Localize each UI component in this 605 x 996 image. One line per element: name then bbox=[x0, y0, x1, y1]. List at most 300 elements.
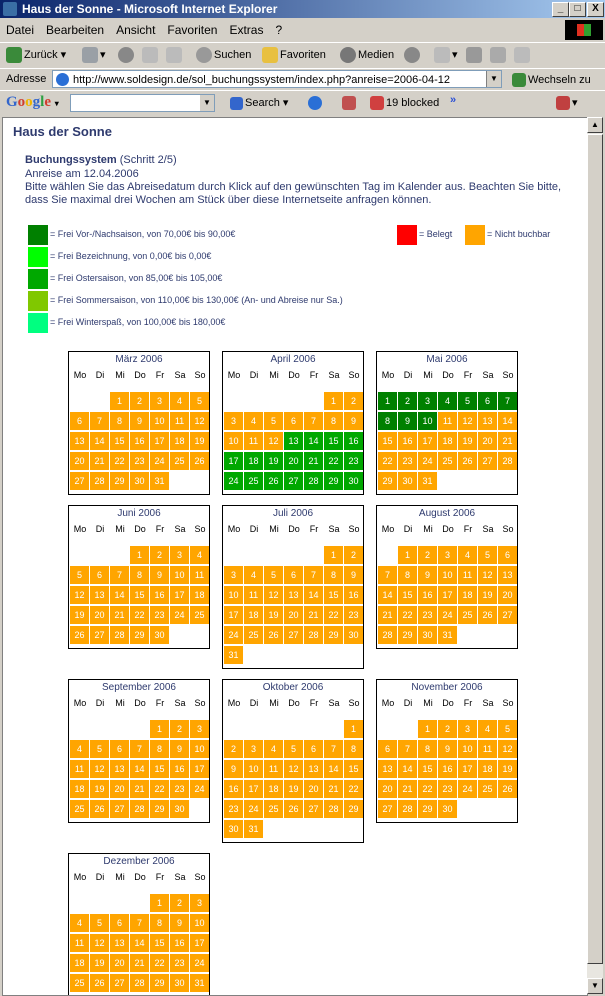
day-cell-unavailable: 15 bbox=[150, 934, 169, 952]
day-cell-unavailable: 18 bbox=[264, 780, 283, 798]
day-cell-unavailable: 21 bbox=[304, 606, 323, 624]
day-cell-unavailable: 1 bbox=[418, 720, 437, 738]
weekday-label: Sa bbox=[328, 524, 340, 534]
month-calendar bbox=[222, 351, 364, 495]
options-icon bbox=[556, 96, 570, 110]
day-cell-unavailable: 19 bbox=[90, 954, 109, 972]
day-cell-unavailable: 10 bbox=[224, 586, 243, 604]
day-cell-unavailable: 24 bbox=[190, 954, 209, 972]
day-cell-unavailable: 6 bbox=[70, 412, 89, 430]
day-cell-available[interactable]: 3 bbox=[418, 392, 437, 410]
day-cell-unavailable: 21 bbox=[130, 780, 149, 798]
day-cell-unavailable: 2 bbox=[224, 740, 243, 758]
day-cell-unavailable: 26 bbox=[478, 606, 497, 624]
day-cell-available[interactable]: 23 bbox=[344, 452, 363, 470]
legend-label: = Frei Sommersaison, von 110,00€ bis 130,00€ (An- und Abreise nur Sa.) bbox=[50, 295, 343, 305]
home-button[interactable] bbox=[166, 47, 184, 63]
refresh-icon bbox=[142, 47, 158, 63]
day-cell-available[interactable]: 26 bbox=[264, 472, 283, 490]
day-cell-unavailable: 17 bbox=[224, 606, 243, 624]
day-cell-unavailable: 10 bbox=[438, 566, 457, 584]
day-cell-unavailable: 3 bbox=[190, 894, 209, 912]
day-cell-available[interactable]: 15 bbox=[324, 432, 343, 450]
day-cell-unavailable: 9 bbox=[130, 412, 149, 430]
day-cell-unavailable: 20 bbox=[284, 606, 303, 624]
day-cell-unavailable: 13 bbox=[498, 566, 517, 584]
legend-swatch bbox=[28, 313, 48, 333]
scroll-up-icon[interactable]: ▲ bbox=[587, 117, 603, 133]
print-button[interactable] bbox=[466, 47, 484, 63]
day-cell-unavailable: 8 bbox=[150, 740, 169, 758]
menu-ansicht[interactable]: Ansicht bbox=[116, 23, 156, 37]
menu-bearbeiten[interactable]: Bearbeiten bbox=[46, 23, 105, 37]
mail-icon bbox=[434, 47, 450, 63]
day-cell-unavailable: 29 bbox=[418, 800, 437, 818]
day-cell-unavailable: 12 bbox=[498, 740, 517, 758]
edit-icon bbox=[490, 47, 506, 63]
month-title: Juli 2006 bbox=[272, 508, 314, 519]
step-counter: (Schritt 2/5) bbox=[119, 154, 177, 166]
day-cell-unavailable: 2 bbox=[418, 546, 437, 564]
day-cell-unavailable: 28 bbox=[304, 626, 323, 644]
day-cell-unavailable: 25 bbox=[478, 780, 497, 798]
arrival-date: Anreise am 12.04.2006 bbox=[25, 168, 139, 180]
day-cell-unavailable: 16 bbox=[150, 586, 169, 604]
weekday-label: Fr bbox=[155, 524, 165, 534]
day-cell-unavailable: 28 bbox=[130, 800, 149, 818]
weekday-label: So bbox=[194, 370, 206, 380]
day-cell-unavailable: 3 bbox=[190, 720, 209, 738]
day-cell-unavailable: 29 bbox=[344, 800, 363, 818]
day-cell-unavailable: 29 bbox=[150, 974, 169, 992]
day-cell-unavailable: 4 bbox=[244, 412, 263, 430]
day-cell-unavailable: 9 bbox=[418, 566, 437, 584]
day-cell-unavailable: 31 bbox=[224, 646, 243, 664]
weekday-label: Do bbox=[134, 370, 146, 380]
weekday-label: Sa bbox=[174, 872, 186, 882]
day-cell-available[interactable]: 18 bbox=[244, 452, 263, 470]
weekday-label: Mo bbox=[227, 370, 241, 380]
windows-logo-icon bbox=[565, 20, 603, 40]
back-button[interactable]: Zurück ▾ bbox=[6, 47, 66, 63]
go-label: Wechseln zu bbox=[528, 73, 591, 86]
discuss-button[interactable] bbox=[514, 47, 532, 63]
day-cell-unavailable: 7 bbox=[378, 566, 397, 584]
day-cell-unavailable: 2 bbox=[344, 546, 363, 564]
day-cell-unavailable: 5 bbox=[90, 740, 109, 758]
google-search-label: Search bbox=[245, 97, 280, 109]
month-title: August 2006 bbox=[418, 508, 476, 519]
weekday-label: Fr bbox=[155, 872, 165, 882]
month-calendar bbox=[376, 351, 518, 495]
day-cell-unavailable: 18 bbox=[438, 432, 457, 450]
weekday-label: Di bbox=[95, 698, 105, 708]
day-cell-unavailable: 22 bbox=[344, 780, 363, 798]
month-title: Mai 2006 bbox=[426, 354, 468, 365]
day-cell-available[interactable]: 1 bbox=[378, 392, 397, 410]
day-cell-unavailable: 20 bbox=[498, 586, 517, 604]
day-cell-available[interactable]: 28 bbox=[304, 472, 323, 490]
weekday-label: Do bbox=[288, 370, 300, 380]
day-cell-unavailable: 5 bbox=[498, 720, 517, 738]
day-cell-available[interactable]: 21 bbox=[304, 452, 323, 470]
favorites-button[interactable] bbox=[262, 47, 326, 63]
scroll-thumb[interactable] bbox=[587, 134, 603, 964]
legend-label: = Frei Ostersaison, von 85,00€ bis 105,00€ bbox=[50, 273, 223, 283]
day-cell-unavailable: 20 bbox=[90, 606, 109, 624]
day-cell-unavailable: 8 bbox=[398, 566, 417, 584]
forward-button[interactable]: ▾ bbox=[82, 47, 106, 63]
pagerank-icon bbox=[308, 96, 322, 110]
weekday-label: Do bbox=[442, 524, 454, 534]
minimize-button[interactable]: _ bbox=[552, 2, 569, 17]
weekday-label: So bbox=[348, 698, 360, 708]
address-input[interactable] bbox=[52, 70, 502, 88]
day-cell-unavailable: 31 bbox=[244, 820, 263, 838]
address-label: Adresse bbox=[6, 73, 47, 85]
day-cell-unavailable: 24 bbox=[418, 452, 437, 470]
day-cell-unavailable: 14 bbox=[110, 586, 129, 604]
day-cell-unavailable: 17 bbox=[150, 432, 169, 450]
news-button[interactable] bbox=[342, 96, 358, 110]
weekday-label: Mi bbox=[115, 698, 125, 708]
mail-button[interactable]: ▾ bbox=[434, 47, 458, 63]
weekday-label: Sa bbox=[482, 698, 494, 708]
day-cell-unavailable: 12 bbox=[70, 586, 89, 604]
day-cell-unavailable: 28 bbox=[378, 626, 397, 644]
back-arrow-icon bbox=[6, 47, 22, 63]
day-cell-available[interactable]: 29 bbox=[324, 472, 343, 490]
day-cell-unavailable: 7 bbox=[130, 914, 149, 932]
day-cell-available[interactable]: 2 bbox=[398, 392, 417, 410]
day-cell-unavailable: 20 bbox=[478, 432, 497, 450]
day-cell-available[interactable]: 17 bbox=[224, 452, 243, 470]
weekday-label: Sa bbox=[328, 370, 340, 380]
day-cell-available[interactable]: 14 bbox=[304, 432, 323, 450]
weekday-label: Do bbox=[442, 370, 454, 380]
page-content bbox=[2, 117, 588, 996]
day-cell-unavailable: 16 bbox=[398, 432, 417, 450]
search-label: Suchen bbox=[214, 48, 252, 61]
vertical-scrollbar[interactable] bbox=[587, 117, 603, 994]
weekday-label: Mo bbox=[73, 370, 87, 380]
day-cell-unavailable: 14 bbox=[130, 760, 149, 778]
day-cell-available[interactable]: 16 bbox=[344, 432, 363, 450]
day-cell-unavailable: 27 bbox=[304, 800, 323, 818]
weekday-label: Di bbox=[249, 524, 259, 534]
day-cell-unavailable: 23 bbox=[344, 606, 363, 624]
legend-item bbox=[465, 224, 550, 244]
blocked-count: 19 blocked bbox=[386, 96, 440, 109]
weekday-label: So bbox=[502, 698, 514, 708]
day-cell-unavailable: 12 bbox=[90, 760, 109, 778]
day-cell-available[interactable]: 30 bbox=[344, 472, 363, 490]
day-cell-unavailable: 29 bbox=[398, 626, 417, 644]
day-cell-unavailable: 1 bbox=[324, 392, 343, 410]
day-cell-unavailable: 23 bbox=[224, 800, 243, 818]
day-cell-available[interactable]: 24 bbox=[224, 472, 243, 490]
day-cell-unavailable: 7 bbox=[130, 740, 149, 758]
day-cell-available[interactable]: 13 bbox=[284, 432, 303, 450]
popup-blocker-button[interactable] bbox=[370, 96, 439, 110]
day-cell-unavailable: 14 bbox=[398, 760, 417, 778]
day-cell-unavailable: 23 bbox=[130, 452, 149, 470]
maximize-button[interactable]: □ bbox=[569, 2, 586, 17]
forward-arrow-icon bbox=[82, 47, 98, 63]
google-search-button[interactable]: Search ▾ bbox=[230, 96, 288, 110]
window-title: Haus der Sonne - Microsoft Internet Explorer bbox=[22, 2, 278, 16]
menu-favoriten[interactable]: Favoriten bbox=[167, 23, 218, 37]
edit-button[interactable] bbox=[490, 47, 508, 63]
day-cell-unavailable: 4 bbox=[458, 546, 477, 564]
day-cell-unavailable: 5 bbox=[190, 392, 209, 410]
day-cell-unavailable: 22 bbox=[150, 780, 169, 798]
day-cell-unavailable: 15 bbox=[398, 586, 417, 604]
day-cell-unavailable: 10 bbox=[224, 432, 243, 450]
day-cell-unavailable: 11 bbox=[170, 412, 189, 430]
day-cell-unavailable: 6 bbox=[110, 914, 129, 932]
day-cell-unavailable: 9 bbox=[170, 914, 189, 932]
day-cell-available[interactable]: 25 bbox=[244, 472, 263, 490]
home-icon bbox=[166, 47, 182, 63]
menu-extras[interactable]: Extras bbox=[229, 23, 264, 37]
day-cell-available[interactable]: 8 bbox=[378, 412, 397, 430]
day-cell-unavailable: 7 bbox=[304, 412, 323, 430]
legend-label: = Frei Vor-/Nachsaison, von 70,00€ bis 90,00€ bbox=[50, 229, 236, 239]
day-cell-unavailable: 14 bbox=[304, 586, 323, 604]
day-cell-unavailable: 2 bbox=[438, 720, 457, 738]
day-cell-unavailable: 25 bbox=[190, 606, 209, 624]
day-cell-unavailable: 30 bbox=[438, 800, 457, 818]
day-cell-unavailable: 1 bbox=[150, 720, 169, 738]
day-cell-unavailable: 3 bbox=[224, 412, 243, 430]
chevron-down-icon[interactable]: ▼ bbox=[486, 71, 501, 87]
day-cell-unavailable: 25 bbox=[70, 974, 89, 992]
page-icon bbox=[56, 73, 69, 86]
day-cell-unavailable: 23 bbox=[418, 606, 437, 624]
weekday-label: Mi bbox=[115, 524, 125, 534]
day-cell-unavailable: 5 bbox=[264, 566, 283, 584]
day-cell-unavailable: 22 bbox=[110, 452, 129, 470]
day-cell-available[interactable]: 22 bbox=[324, 452, 343, 470]
month-calendar bbox=[68, 853, 210, 996]
weekday-label: Di bbox=[95, 370, 105, 380]
weekday-label: Mi bbox=[269, 524, 279, 534]
day-cell-unavailable: 24 bbox=[438, 606, 457, 624]
day-cell-unavailable: 28 bbox=[498, 452, 517, 470]
media-button[interactable] bbox=[340, 47, 394, 63]
day-cell-unavailable: 28 bbox=[324, 800, 343, 818]
day-cell-unavailable: 30 bbox=[398, 472, 417, 490]
day-cell-unavailable: 12 bbox=[90, 934, 109, 952]
day-cell-unavailable: 15 bbox=[110, 432, 129, 450]
day-cell-available[interactable]: 27 bbox=[284, 472, 303, 490]
chevron-down-icon[interactable]: ▼ bbox=[200, 95, 214, 111]
media-icon bbox=[340, 47, 356, 63]
menu-datei[interactable]: Datei bbox=[6, 23, 35, 37]
day-cell-unavailable: 23 bbox=[170, 954, 189, 972]
weekday-label: Di bbox=[403, 524, 413, 534]
day-cell-unavailable: 29 bbox=[130, 626, 149, 644]
legend-label: = Belegt bbox=[419, 229, 453, 239]
day-cell-unavailable: 5 bbox=[70, 566, 89, 584]
weekday-label: Do bbox=[288, 524, 300, 534]
weekday-label: Mo bbox=[73, 872, 87, 882]
google-logo[interactable]: Google ▾ bbox=[6, 94, 59, 110]
day-cell-unavailable: 17 bbox=[458, 760, 477, 778]
go-button[interactable] bbox=[512, 73, 591, 87]
day-cell-unavailable: 11 bbox=[264, 760, 283, 778]
day-cell-unavailable: 18 bbox=[70, 780, 89, 798]
day-cell-unavailable: 22 bbox=[130, 606, 149, 624]
day-cell-unavailable: 29 bbox=[110, 472, 129, 490]
day-cell-unavailable: 27 bbox=[90, 626, 109, 644]
day-cell-unavailable: 6 bbox=[90, 566, 109, 584]
close-button[interactable]: X bbox=[587, 2, 604, 17]
day-cell-unavailable: 12 bbox=[478, 566, 497, 584]
day-cell-unavailable: 16 bbox=[224, 780, 243, 798]
day-cell-unavailable: 18 bbox=[190, 586, 209, 604]
day-cell-unavailable: 7 bbox=[90, 412, 109, 430]
day-cell-unavailable: 10 bbox=[458, 740, 477, 758]
day-cell-unavailable: 17 bbox=[190, 760, 209, 778]
day-cell-unavailable: 3 bbox=[224, 566, 243, 584]
discuss-icon bbox=[514, 47, 530, 63]
day-cell-unavailable: 18 bbox=[478, 760, 497, 778]
day-cell-unavailable: 26 bbox=[90, 800, 109, 818]
search-button[interactable] bbox=[196, 47, 251, 63]
day-cell-unavailable: 26 bbox=[190, 452, 209, 470]
pagerank-button[interactable] bbox=[308, 96, 324, 110]
day-cell-unavailable: 4 bbox=[264, 740, 283, 758]
day-cell-unavailable: 2 bbox=[170, 720, 189, 738]
google-toolbar bbox=[0, 90, 605, 117]
month-calendar bbox=[222, 505, 364, 669]
day-cell-unavailable: 2 bbox=[150, 546, 169, 564]
day-cell-unavailable: 19 bbox=[458, 432, 477, 450]
day-cell-unavailable: 25 bbox=[170, 452, 189, 470]
weekday-label: Mi bbox=[115, 872, 125, 882]
day-cell-available[interactable]: 4 bbox=[438, 392, 457, 410]
day-cell-unavailable: 4 bbox=[70, 914, 89, 932]
weekday-label: Di bbox=[249, 698, 259, 708]
menu-help[interactable]: ? bbox=[275, 23, 283, 37]
day-cell-available[interactable]: 6 bbox=[478, 392, 497, 410]
day-cell-unavailable: 14 bbox=[378, 586, 397, 604]
news-icon bbox=[342, 96, 356, 110]
day-cell-unavailable: 21 bbox=[110, 606, 129, 624]
day-cell-available[interactable]: 19 bbox=[264, 452, 283, 470]
weekday-label: Fr bbox=[309, 370, 319, 380]
day-cell-unavailable: 16 bbox=[130, 432, 149, 450]
scroll-down-icon[interactable]: ▼ bbox=[587, 978, 603, 994]
day-cell-unavailable: 19 bbox=[498, 760, 517, 778]
day-cell-unavailable: 21 bbox=[498, 432, 517, 450]
day-cell-unavailable: 11 bbox=[438, 412, 457, 430]
day-cell-unavailable: 7 bbox=[324, 740, 343, 758]
day-cell-available[interactable]: 10 bbox=[418, 412, 437, 430]
month-title: März 2006 bbox=[115, 354, 163, 365]
day-cell-unavailable: 11 bbox=[190, 566, 209, 584]
day-cell-unavailable: 8 bbox=[130, 566, 149, 584]
day-cell-unavailable: 14 bbox=[130, 934, 149, 952]
day-cell-unavailable: 9 bbox=[150, 566, 169, 584]
weekday-label: Mi bbox=[269, 698, 279, 708]
day-cell-unavailable: 1 bbox=[110, 392, 129, 410]
day-cell-unavailable: 13 bbox=[478, 412, 497, 430]
day-cell-unavailable: 16 bbox=[344, 586, 363, 604]
day-cell-unavailable: 21 bbox=[398, 780, 417, 798]
day-cell-available[interactable]: 7 bbox=[498, 392, 517, 410]
weekday-label: Sa bbox=[174, 698, 186, 708]
day-cell-unavailable: 22 bbox=[324, 606, 343, 624]
month-title: April 2006 bbox=[270, 354, 316, 365]
day-cell-unavailable: 12 bbox=[190, 412, 209, 430]
day-cell-unavailable: 3 bbox=[458, 720, 477, 738]
day-cell-unavailable: 20 bbox=[110, 954, 129, 972]
weekday-label: Do bbox=[134, 524, 146, 534]
day-cell-unavailable: 8 bbox=[150, 914, 169, 932]
day-cell-unavailable: 10 bbox=[170, 566, 189, 584]
day-cell-unavailable: 2 bbox=[170, 894, 189, 912]
weekday-label: Di bbox=[403, 698, 413, 708]
weekday-label: Mi bbox=[269, 370, 279, 380]
weekday-label: So bbox=[348, 370, 360, 380]
day-cell-unavailable: 24 bbox=[244, 800, 263, 818]
day-cell-available[interactable]: 20 bbox=[284, 452, 303, 470]
weekday-label: Sa bbox=[174, 370, 186, 380]
options-button[interactable]: ▾ bbox=[556, 96, 578, 110]
more-chevron-icon[interactable]: » bbox=[450, 94, 457, 106]
day-cell-unavailable: 27 bbox=[478, 452, 497, 470]
day-cell-unavailable: 18 bbox=[244, 606, 263, 624]
day-cell-unavailable: 2 bbox=[130, 392, 149, 410]
media-label: Medien bbox=[358, 48, 395, 61]
day-cell-unavailable: 12 bbox=[284, 760, 303, 778]
weekday-label: Mo bbox=[73, 524, 87, 534]
day-cell-unavailable: 8 bbox=[110, 412, 129, 430]
day-cell-unavailable: 27 bbox=[378, 800, 397, 818]
back-label: Zurück bbox=[24, 48, 58, 61]
day-cell-unavailable: 14 bbox=[90, 432, 109, 450]
day-cell-unavailable: 13 bbox=[110, 934, 129, 952]
day-cell-unavailable: 16 bbox=[418, 586, 437, 604]
address-bar bbox=[0, 68, 605, 91]
legend-item bbox=[28, 224, 235, 244]
day-cell-unavailable: 23 bbox=[398, 452, 417, 470]
google-search-input[interactable] bbox=[70, 94, 215, 112]
month-title: Oktober 2006 bbox=[262, 682, 324, 693]
day-cell-unavailable: 17 bbox=[190, 934, 209, 952]
page-title: Haus der Sonne bbox=[13, 124, 112, 139]
day-cell-unavailable: 9 bbox=[224, 760, 243, 778]
day-cell-unavailable: 20 bbox=[70, 452, 89, 470]
weekday-label: So bbox=[502, 370, 514, 380]
day-cell-available[interactable]: 5 bbox=[458, 392, 477, 410]
weekday-label: Fr bbox=[463, 524, 473, 534]
refresh-button[interactable] bbox=[142, 47, 160, 63]
day-cell-unavailable: 9 bbox=[344, 412, 363, 430]
day-cell-unavailable: 5 bbox=[478, 546, 497, 564]
stop-button[interactable] bbox=[118, 47, 136, 63]
day-cell-unavailable: 6 bbox=[284, 412, 303, 430]
print-icon bbox=[466, 47, 482, 63]
day-cell-unavailable: 15 bbox=[150, 760, 169, 778]
history-button[interactable] bbox=[404, 47, 422, 63]
day-cell-unavailable: 1 bbox=[324, 546, 343, 564]
month-title: Juni 2006 bbox=[117, 508, 161, 519]
day-cell-available[interactable]: 9 bbox=[398, 412, 417, 430]
